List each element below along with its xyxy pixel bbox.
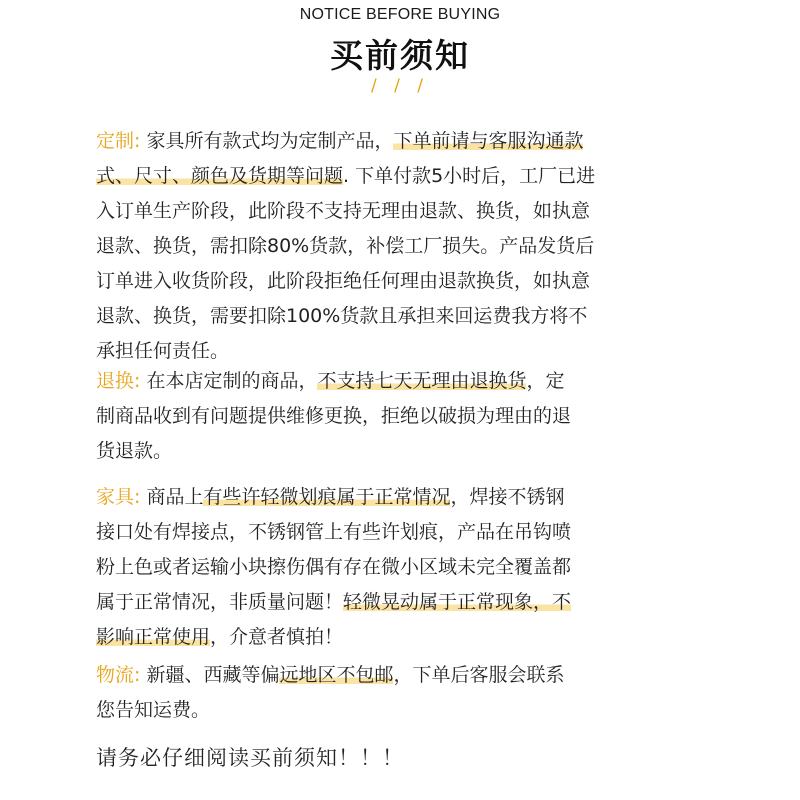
text-line: [96, 159, 656, 194]
text-line: [96, 364, 656, 399]
section-return-exchange: [96, 364, 656, 469]
body-text: ，焊接不锈钢: [450, 486, 565, 508]
body-text: 入订单生产阶段，此阶段不支持无理由退款、换货，如执意: [96, 200, 591, 222]
body-text: 货退款。: [96, 440, 173, 462]
highlighted-text: 有些许轻微划痕属于正常情况: [203, 486, 451, 508]
highlighted-text: 不支持七天无理由退换货: [317, 370, 527, 392]
section-furniture: [96, 480, 656, 655]
body-text: 属于正常情况，非质量问题！: [96, 591, 344, 613]
text-line: [96, 480, 656, 515]
text-line: [96, 124, 656, 159]
body-text: ，定: [526, 370, 565, 392]
text-line: [96, 434, 656, 469]
body-text: 在本店定制的商品，: [140, 370, 318, 392]
body-text: ，下单后客服会联系: [393, 664, 565, 686]
highlighted-text: 式、尺寸、颜色及货期等问题: [96, 165, 344, 187]
body-text: 退款、换货，需扣除80%货款，补偿工厂损失。产品发货后: [96, 235, 595, 257]
text-line: [96, 264, 656, 299]
text-line: [96, 515, 656, 550]
highlighted-text: 影响正常使用: [96, 626, 211, 648]
section-keyword: 定制:: [96, 130, 141, 152]
section-logistics: [96, 658, 656, 728]
section-keyword: 退换:: [96, 370, 141, 392]
body-text: 退款、换货，需要扣除100%货款且承担来回运费我方将不: [96, 305, 588, 327]
body-text: . 下单付款5小时后，工厂已进: [343, 165, 596, 187]
highlighted-text: 远地区不包邮: [279, 664, 394, 686]
section-keyword: 家具:: [96, 486, 141, 508]
body-text: 订单进入收货阶段，此阶段拒绝任何理由退款换货，如执意: [96, 270, 591, 292]
text-line: [96, 299, 656, 334]
text-line: [96, 693, 656, 728]
text-line: [96, 229, 656, 264]
text-line: [96, 399, 656, 434]
body-text: 您告知运费。: [96, 699, 211, 721]
body-text: 新疆、西藏等偏: [140, 664, 280, 686]
text-line: [96, 585, 656, 620]
title-decoration: / / /: [371, 76, 429, 96]
text-line: [96, 620, 656, 655]
body-text: ，介意者慎拍！: [210, 626, 344, 648]
body-text: 接口处有焊接点，不锈钢管上有些许划痕，产品在吊钩喷: [96, 521, 572, 543]
text-line: [96, 550, 656, 585]
section-customization: [96, 124, 656, 369]
highlighted-text: 下单前请与客服沟通款: [393, 130, 584, 152]
page-title: 买前须知: [330, 36, 470, 75]
section-keyword: 物流:: [96, 664, 141, 686]
body-text: 承担任何责任。: [96, 340, 230, 362]
text-line: [96, 194, 656, 229]
body-text: 商品上: [140, 486, 204, 508]
text-line: [96, 658, 656, 693]
highlighted-text: 轻微晃动属于正常现象，不: [343, 591, 572, 613]
body-text: 粉上色或者运输小块擦伤偶有存在微小区域未完全覆盖都: [96, 556, 572, 578]
final-reminder: 请务必仔细阅读买前须知！！！: [96, 746, 404, 770]
body-text: 制商品收到有问题提供维修更换，拒绝以破损为理由的退: [96, 405, 572, 427]
notice-subtitle: NOTICE BEFORE BUYING: [299, 6, 501, 23]
body-text: 家具所有款式均为定制产品，: [140, 130, 394, 152]
